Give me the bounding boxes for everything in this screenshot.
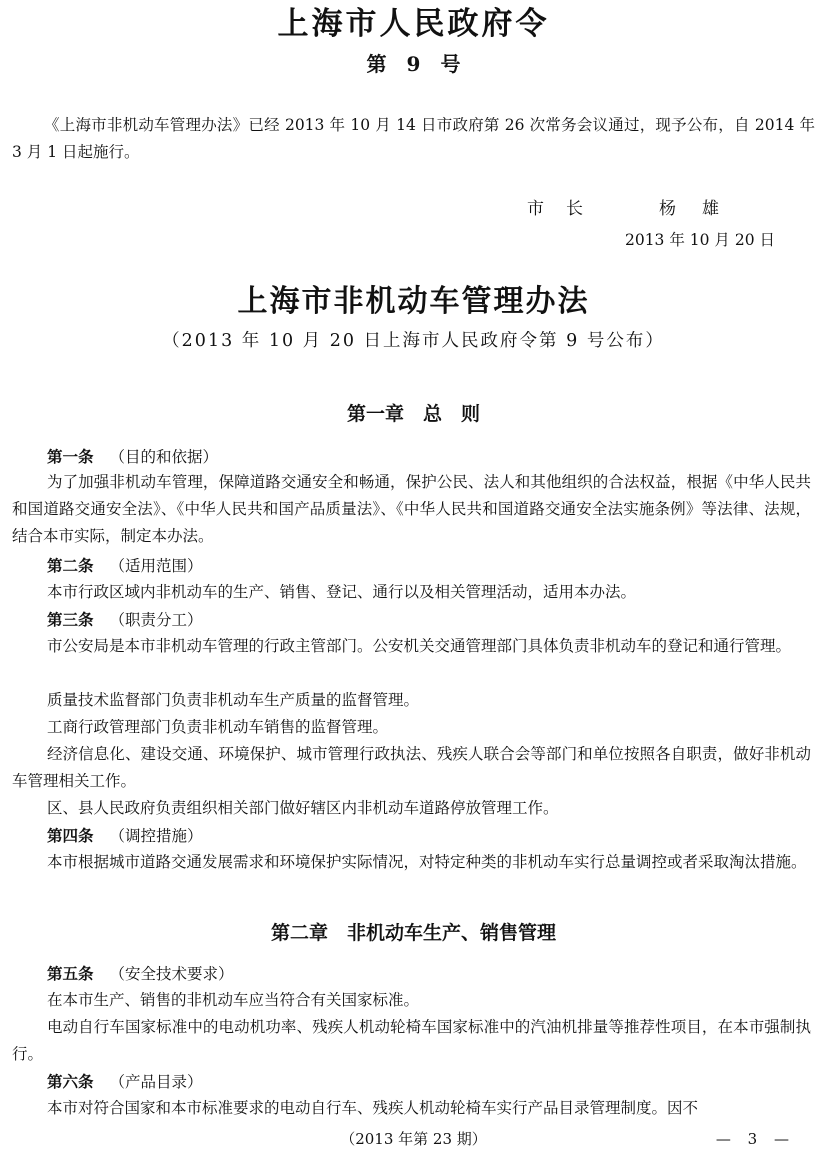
order-number-value: 9 <box>406 52 421 76</box>
article-title: （职责分工） <box>109 611 203 629</box>
order-number-suffix: 号 <box>440 52 461 76</box>
article-heading <box>47 606 203 634</box>
article-title: （目的和依据） <box>109 448 219 466</box>
article-paragraph: 市公安局是本市非机动车管理的行政主管部门。公安机关交通管理部门具体负责非机动车的登记和通行管理。 <box>47 637 792 655</box>
article-heading <box>47 552 203 580</box>
article-heading <box>47 822 203 850</box>
article-number: 第三条 <box>47 610 94 629</box>
order-text: 《上海市非机动车管理办法》已经 2013 年 10 月 14 日市政府第 26 次常务会议通过，现予公布，自 2014 年 3 月 1 日起施行。 <box>12 116 815 161</box>
article-paragraph: 本市对符合国家和本市标准要求的电动自行车、残疾人机动轮椅车实行产品目录管理制度。因不 <box>47 1099 699 1117</box>
regulation-subtitle: （2013 年 10 月 20 日上海市人民政府令第 9 号公布） <box>162 331 665 351</box>
signature-date: 2013 年 10 月 20 日 <box>624 231 775 249</box>
article-number: 第六条 <box>47 1072 94 1091</box>
regulation-title: 上海市非机动车管理办法 <box>237 284 590 319</box>
article-title: （安全技术要求） <box>109 965 234 983</box>
article-paragraph: 电动自行车国家标准中的电动机功率、残疾人机动轮椅车国家标准中的汽油机排量等推荐性项目，在本市强制执行。 <box>12 1018 811 1063</box>
article-paragraph: 为了加强非机动车管理，保障道路交通安全和畅通，保护公民、法人和其他组织的合法权益，根据《中华人民共和国道路交通安全法》、《中华人民共和国产品质量法》、《中华人民共和国道路交通安全法实施条例》等法律、法规，结合本市实际，制定本办法。 <box>12 473 811 545</box>
article-heading <box>47 960 234 988</box>
article-paragraph: 工商行政管理部门负责非机动车销售的监督管理。 <box>47 718 389 736</box>
chapter-heading: 第二章 非机动车生产、销售管理 <box>270 922 556 944</box>
page-number: — 3 — <box>715 1130 795 1148</box>
order-number <box>0 50 827 78</box>
article-paragraph: 在本市生产、销售的非机动车应当符合有关国家标准。 <box>47 991 420 1009</box>
order-number-prefix: 第 <box>366 52 387 76</box>
article-heading <box>47 443 218 471</box>
signature-title: 市长 <box>527 199 605 219</box>
article-paragraph: 本市根据城市道路交通发展需求和环境保护实际情况，对特定种类的非机动车实行总量调控或者采取淘汰措施。 <box>47 853 807 871</box>
order-title: 上海市人民政府令 <box>277 6 550 42</box>
signature-name: 杨雄 <box>659 199 745 219</box>
article-number: 第二条 <box>47 556 94 575</box>
article-heading <box>47 1068 203 1096</box>
article-title: （调控措施） <box>109 827 203 845</box>
signature <box>527 196 745 222</box>
footer-issue: （2013 年第 23 期） <box>340 1130 487 1148</box>
article-paragraph: 区、县人民政府负责组织相关部门做好辖区内非机动车道路停放管理工作。 <box>47 799 559 817</box>
article-paragraph: 经济信息化、建设交通、环境保护、城市管理行政执法、残疾人联合会等部门和单位按照各自职责，做好非机动车管理相关工作。 <box>12 745 811 790</box>
article-number: 第五条 <box>47 964 94 983</box>
article-title: （产品目录） <box>109 1073 203 1091</box>
article-number: 第四条 <box>47 826 94 845</box>
chapter-heading: 第一章 总 则 <box>346 403 480 425</box>
article-paragraph: 质量技术监督部门负责非机动车生产质量的监督管理。 <box>47 691 420 709</box>
article-paragraph: 本市行政区域内非机动车的生产、销售、登记、通行以及相关管理活动，适用本办法。 <box>47 583 637 601</box>
article-title: （适用范围） <box>109 557 203 575</box>
article-number: 第一条 <box>47 447 94 466</box>
